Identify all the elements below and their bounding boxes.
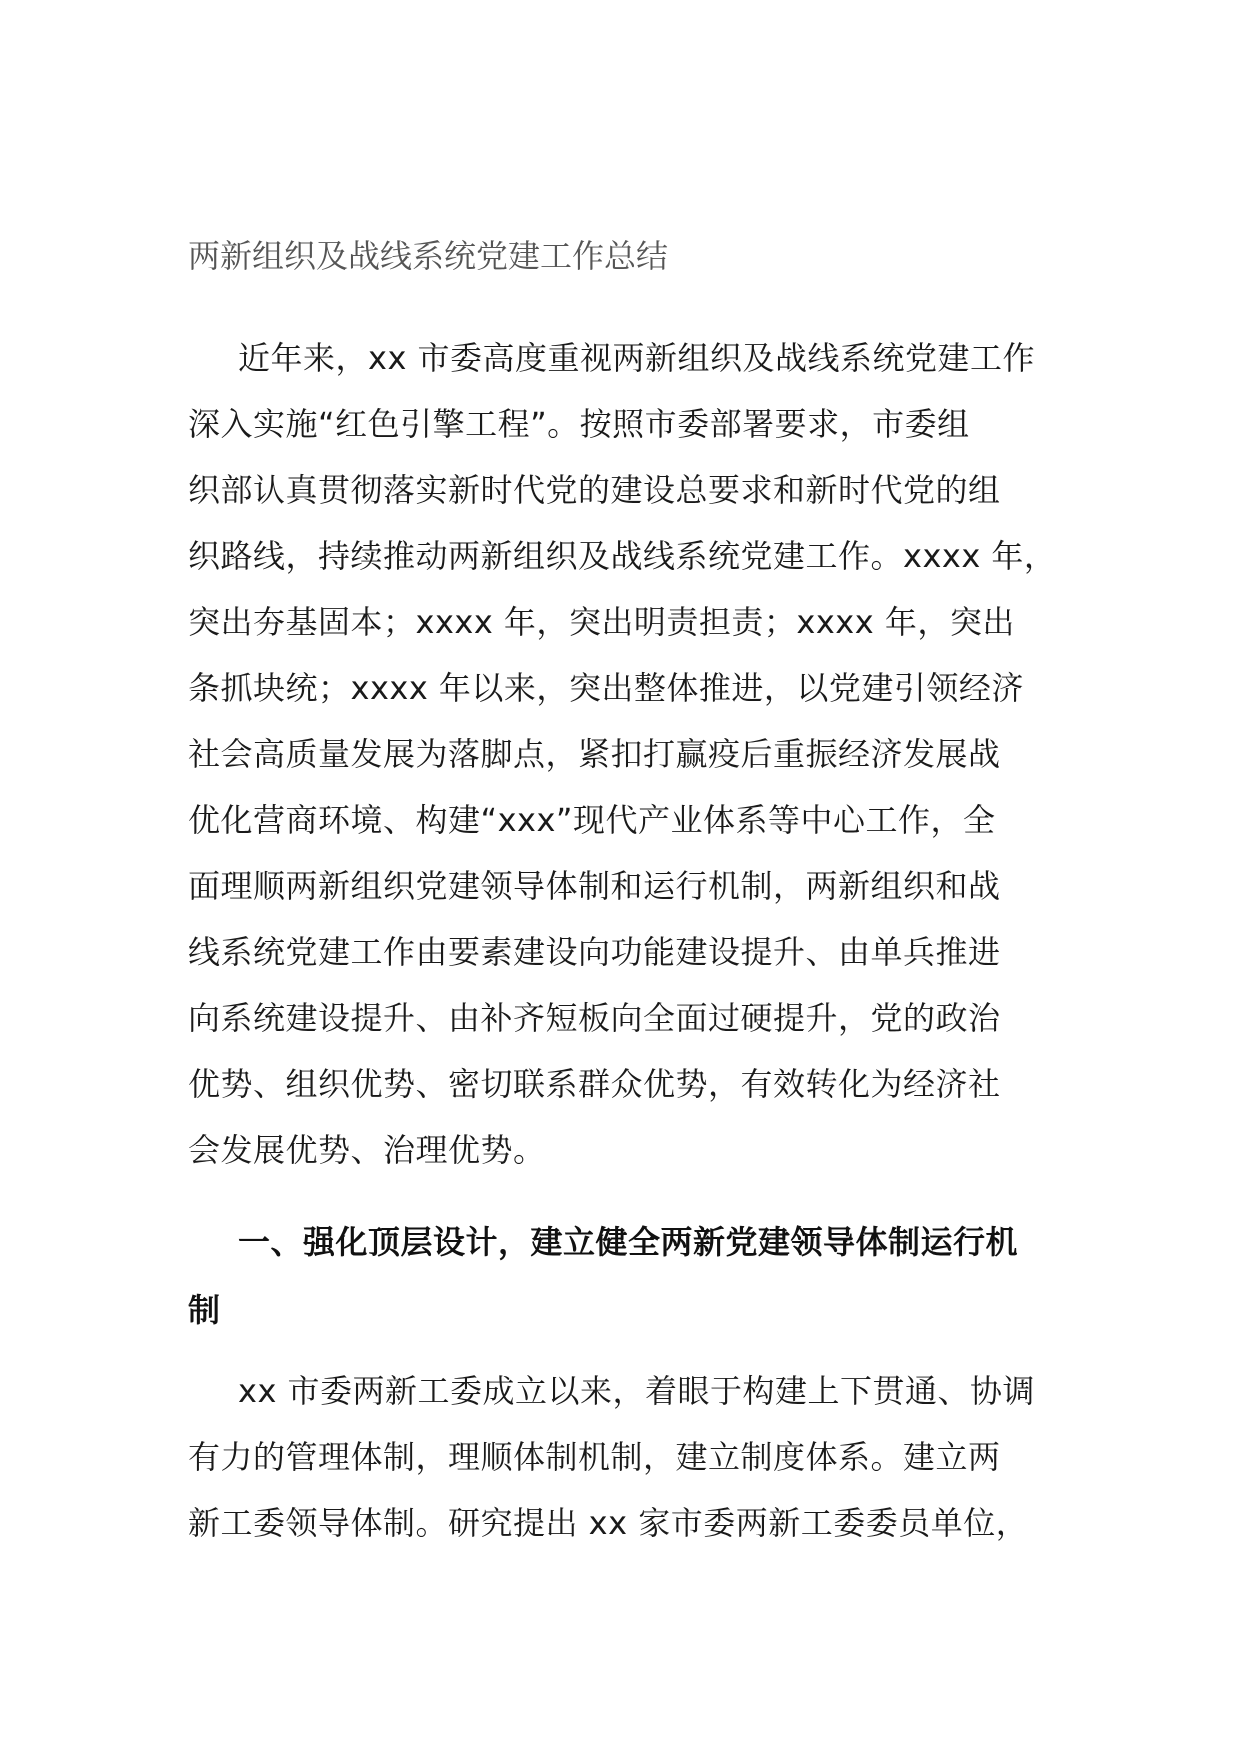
section-heading [188, 1208, 1088, 1344]
paragraph-line: 条抓块统；xxxx 年以来，突出整体推进，以党建引领经济 [188, 669, 1024, 707]
document-title: 两新组织及战线系统党建工作总结 [188, 237, 669, 275]
heading-line: 一、强化顶层设计，建立健全两新党建领导体制运行机 [238, 1223, 1019, 1261]
paragraph-line: 线系统党建工作由要素建设向功能建设提升、由单兵推进 [188, 933, 1001, 971]
heading-line: 制 [188, 1291, 221, 1329]
paragraph-line: 优势、组织优势、密切联系群众优势，有效转化为经济社 [188, 1065, 1001, 1103]
paragraph-line: 突出夯基固本；xxxx 年，突出明责担责；xxxx 年，突出 [188, 603, 1015, 641]
paragraph-line: 向系统建设提升、由补齐短板向全面过硬提升，党的政治 [188, 999, 1001, 1037]
paragraph-line: 会发展优势、治理优势。 [188, 1131, 546, 1169]
paragraph-line: 优化营商环境、构建“xxx”现代产业体系等中心工作，全 [188, 801, 996, 839]
paragraph-line: 织路线，持续推动两新组织及战线系统党建工作。xxxx 年， [188, 537, 1057, 575]
paragraph-line: 有力的管理体制，理顺体制机制，建立制度体系。建立两 [188, 1438, 1001, 1476]
paragraph-line: xx 市委两新工委成立以来，着眼于构建上下贯通、协调 [238, 1372, 1036, 1410]
paragraph-intro [188, 325, 1088, 1183]
paragraph-line: 近年来，xx 市委高度重视两新组织及战线系统党建工作 [238, 339, 1036, 377]
paragraph-line: 新工委领导体制。研究提出 xx 家市委两新工委委员单位， [188, 1504, 1029, 1542]
paragraph-line: 深入实施“红色引擎工程”。按照市委部署要求，市委组 [188, 405, 970, 443]
paragraph-line: 社会高质量发展为落脚点，紧扣打赢疫后重振经济发展战 [188, 735, 1001, 773]
paragraph-section-one [188, 1358, 1088, 1556]
paragraph-line: 织部认真贯彻落实新时代党的建设总要求和新时代党的组 [188, 471, 1001, 509]
paragraph-line: 面理顺两新组织党建领导体制和运行机制，两新组织和战 [188, 867, 1001, 905]
